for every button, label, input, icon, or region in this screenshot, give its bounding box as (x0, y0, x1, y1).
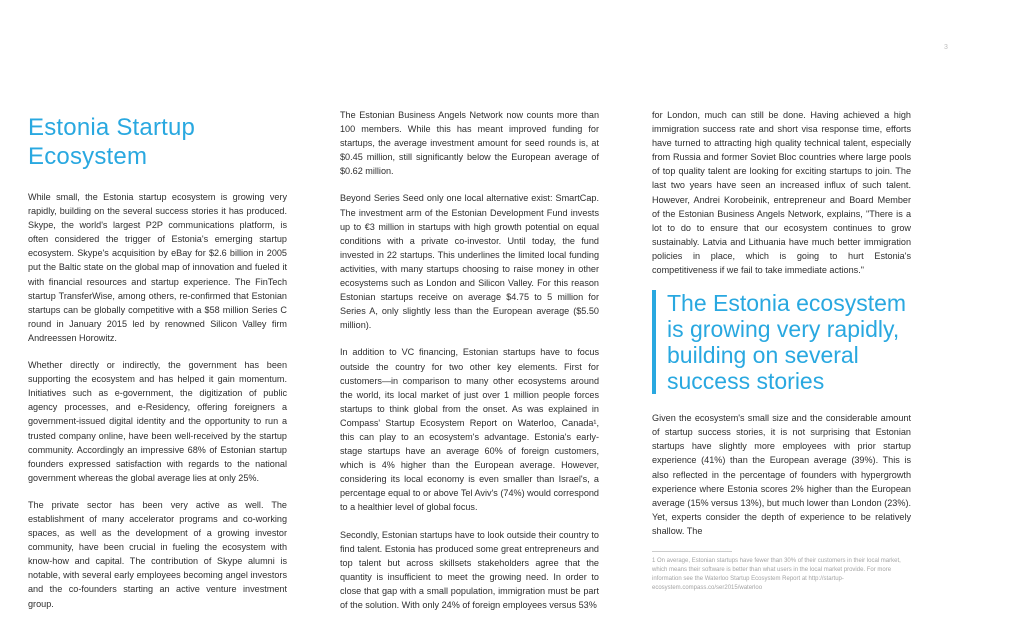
body-paragraph: While small, the Estonia startup ecosystem is growing very rapidly, building on the several success stories it has produced. Skype, the world's largest P2P communications platform, is often considered the trigger of Estonia's emerging startup ecosystem. Skype's acquisition by eBay for $2.6 billion in 2005 put the Baltic state on the global map of innovation and fueled it with financial resources and startup experience. The FinTech startup TransferWise, among others, re-confirmed that Estonian startups can be globally competitive with a $58 million Series C round in January 2015 led by renowned Silicon Valley firm Andreessen Horowitz. (28, 192, 287, 343)
body-paragraph: Given the ecosystem's small size and the considerable amount of startup success stories, it is not surprising that Estonian startups have slightly more employees with prior startup experience (41%) than the European average (39%). This is also reflected in the percentage of founders with hypergrowth experience where Estonia scores 2% higher than the European average (15% versus 13%), but much lower than London (23%). Yet, experts consider the depth of experience to be relatively shallow. The (652, 413, 911, 536)
column-middle (340, 108, 599, 625)
body-paragraph: Beyond Series Seed only one local alternative exist: SmartCap. The investment arm of the Estonian Development Fund invests up to €3 million in startups with high growth potential on equal conditions with a private co-investor. Until today, the fund invested in 22 startups. This underlines the limited local funding activities, with many startups choosing to raise money in other ecosystems such as London and Silicon Valley. For this reason Estonian startups receive on average $4.75 to 5 million for Series A, only slightly less than the European average ($5.50 million). (340, 193, 599, 331)
body-paragraph: for London, much can still be done. Having achieved a high immigration success rate and short visa response time, efforts have turned to attracting high quality technical talent, especially from Russia and former Soviet Bloc countries where large pools of top quality talent are looking for exciting startups to join. The last two years have seen an increased influx of such talent. However, Andrei Korobeinik, entrepreneur and Board Member of the Estonian Business Angels Network, explains, "There is a lot to do to ensure that our ecosystem continues to grow sustainably. Latvia and Lithuania have much better immigration policies in place, which is going to hurt Estonia's competitiveness if we fail to take immediate actions." (652, 110, 911, 276)
column-left (28, 113, 287, 624)
footnote-divider (652, 551, 732, 552)
column-right (652, 108, 911, 593)
body-paragraph: In addition to VC financing, Estonian startups have to focus outside the country for two other key elements. First for customers—in comparison to many other ecosystems around the world, its local market of just over 1 million people forces startups to think global from the onset. As was explained in Compass' Startup Ecosystem Report on Waterloo, Canada¹, this can play to an ecosystem's advantage. Estonia's early-stage startups have an average 60% of foreign customers, which is 4% higher than the European average. However, considering its local economy is even smaller than Israel's, a percentage equal to or above Tel Aviv's (74%) would correspond to a healthier level of global focus. (340, 347, 599, 513)
footnote: 1 On average, Estonian startups have fewer than 30% of their customers in their local market, which means their software is better than what users in the local market provide. For more information see the Waterloo Startup Ecosystem Report at http://startup-ecosystem.compass.co/ser2015/waterloo (652, 557, 901, 591)
pull-quote: The Estonia ecosystem is growing very rapidly, building on several success stories (652, 290, 911, 394)
body-paragraph: Secondly, Estonian startups have to look outside their country to find talent. Estonia has produced some great entrepreneurs and top talent but across skillsets stakeholders agree that the quantity is insufficient to meet the growing need. In order to close that gap with a small population, immigration must be part of the solution. With only 24% of foreign employees versus 53% (340, 529, 599, 610)
page-number: 3 (944, 44, 948, 51)
page-title: Estonia Startup Ecosystem (28, 114, 196, 170)
body-paragraph: Whether directly or indirectly, the government has been supporting the ecosystem and has helped it gain momentum. Initiatives such as e-government, the digitization of public agency processes, and e-Residency, offering foreigners a government-issued digital identity and the opportunity to run a trusted company online, have been well-received by the startup community. Accordingly an impressive 68% of Estonian startup founders expressed satisfaction with regards to the national government whereas the global average lies at only 25%. (28, 360, 287, 483)
body-paragraph: The private sector has been very active as well. The establishment of many accelerator programs and co-working spaces, as well as the development of a growing investor community, have been crucial in fueling the ecosystem with know-how and capital. The contribution of Skype alumni is notable, with several early employees becoming angel investors and the co-founders starting an active venture investment group. (28, 499, 287, 609)
body-paragraph: The Estonian Business Angels Network now counts more than 100 members. While this has meant improved funding for startups, the average investment amount for seed rounds is, at $0.45 million, still significantly below the European average of $0.62 million. (340, 110, 599, 177)
